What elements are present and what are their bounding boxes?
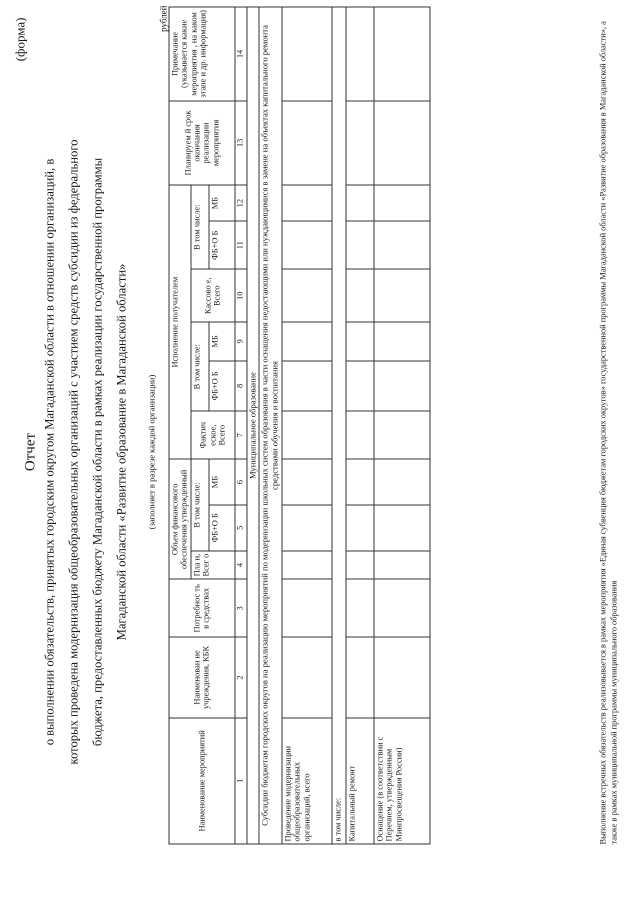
- col-number: 2: [235, 637, 247, 718]
- col-number: 5: [235, 505, 247, 551]
- col-number: 1: [235, 718, 247, 844]
- col-number: 14: [235, 7, 247, 101]
- heading-line-1: о выполнении обязательств, принятых городским округом Магаданской области в отношении организаций, в: [42, 158, 57, 746]
- header-name: Наименование мероприятий: [169, 718, 235, 844]
- table-row: [346, 7, 374, 844]
- row-label: в том числе:: [332, 7, 346, 844]
- header-fact-fb: ФБ+О Б: [209, 361, 235, 412]
- form-label: (форма): [12, 17, 28, 62]
- rotated-form: [1, 0, 640, 905]
- col-number: 10: [235, 269, 247, 322]
- column-numbers-row: [235, 7, 247, 844]
- row-label: Оснащение (в соответствии с Перечнем, утвержденным Минпросвещения России): [374, 718, 430, 844]
- fill-note: (заполняет в разрезе каждой организации): [146, 374, 157, 530]
- header-vol-incl: В том числе:: [191, 459, 209, 550]
- header-institution: Наименован ие учреждения, КБК: [169, 637, 235, 718]
- header-plan-total: Пла н, Всег о: [191, 551, 235, 580]
- header-cash-total: Кассово е, Всего: [191, 269, 235, 322]
- header-cash-mb: МБ: [209, 185, 235, 221]
- footer-note: Выполнение встречных обязательств реализовывается в рамках мероприятия «Единая субвенция бюджетам городских округов» государственной программы Магаданской области «Развитие образования в Магаданской области», а также в рамках муниципальной программы муниципального образования: [598, 21, 619, 845]
- col-number: 6: [235, 459, 247, 505]
- heading-line-2: которых проведена модернизация общеобразовательных организаций с участием средств субсидии из федерального: [66, 139, 81, 765]
- report-title: Отчет: [22, 432, 39, 472]
- col-number: 3: [235, 579, 247, 637]
- header-vol-mb: МБ: [209, 459, 235, 505]
- col-number: 8: [235, 361, 247, 412]
- section-subsidy: Субсидии бюджетам городских округов на реализацию мероприятий по модернизации школьных систем образования в части оснащения недостающими или нуждающимися в замене на объектах капитального ремонта средствами обучения и воспитания: [259, 7, 281, 844]
- report-table: [169, 7, 431, 845]
- heading-line-4: Магаданской области «Развитие образование в Магаданской области»: [114, 263, 129, 641]
- header-cash-incl: В том числе:: [191, 185, 209, 269]
- header-note: Примечание (указывается какие мероприятия , на каком этапе и др. информация): [169, 7, 235, 101]
- header-volume: Объем финансового обеспечения утвержденный: [169, 459, 191, 579]
- header-fact-mb: МБ: [209, 322, 235, 360]
- units-label: рублей: [158, 5, 169, 32]
- header-execution: Исполнение получателем: [169, 185, 191, 459]
- col-number: 4: [235, 551, 247, 580]
- table-row: [332, 7, 346, 844]
- header-term: Планируем й срок окончания реализации мероприятия: [169, 101, 235, 185]
- col-number: 11: [235, 221, 247, 269]
- col-number: 9: [235, 322, 247, 360]
- col-number: 12: [235, 185, 247, 221]
- header-need: Потребнос ть в средствах: [169, 579, 235, 637]
- section-municipal: Муниципальное образование: [247, 7, 260, 844]
- col-number: 13: [235, 101, 247, 185]
- row-label: Проведение модернизации общеобразовательных организаций, всего: [282, 718, 332, 844]
- header-cash-fb: ФБ+О Б: [209, 221, 235, 269]
- heading-line-3: бюджета, предоставленных бюджету Магаданской области в рамках реализации государственной программы: [90, 157, 105, 747]
- header-vol-fb: ФБ+О Б: [209, 505, 235, 551]
- header-fact-total: Фактич еское, Всего: [191, 411, 235, 459]
- col-number: 7: [235, 411, 247, 459]
- table-row: [282, 7, 332, 844]
- table-row: [374, 7, 430, 844]
- header-fact-incl: В том числе:: [191, 322, 209, 411]
- row-label: Капитальный ремонт: [346, 718, 374, 844]
